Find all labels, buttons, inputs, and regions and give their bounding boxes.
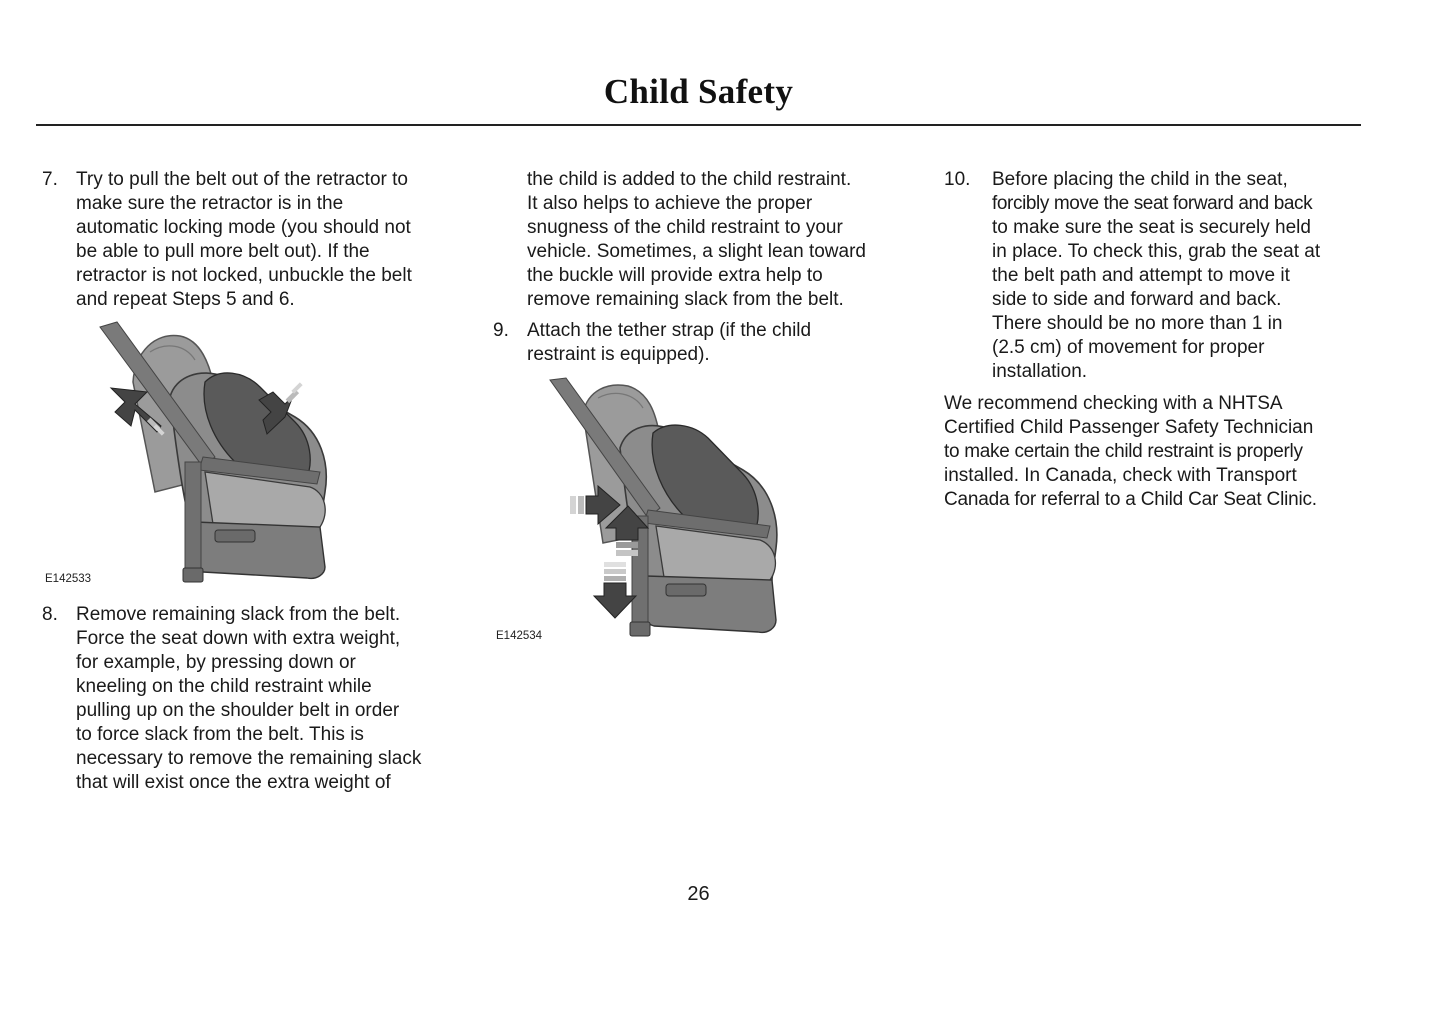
step-7 (42, 168, 462, 312)
step-9 (493, 319, 913, 367)
step-text: Remove remaining slack from the belt. Force the seat down with extra weight, for example, by pressing down or kneeling on the child restraint while pulling up on the shoulder belt in order to force slack from the belt. This is necessary to remove the remaining slack that will exist once the extra weight of (76, 604, 422, 793)
figure-code: E142534 (496, 630, 543, 642)
step-8-continued: the child is added to the child restraint. It also helps to achieve the proper snugness of the child restraint to your vehicle. Sometimes, a slight lean toward the buckle will provide extra help to remove remaining slack from the belt. (527, 169, 866, 310)
child-seat-illustration-2 (548, 378, 793, 643)
step-number: 9. (493, 320, 509, 341)
down-arrow-icon (594, 562, 636, 618)
page-title: Child Safety (603, 72, 794, 111)
figure-code: E142533 (45, 573, 92, 585)
step-10 (944, 168, 1374, 384)
step-number: 7. (42, 169, 58, 190)
recommendation-paragraph: We recommend checking with a NHTSA Certified Child Passenger Safety Technician to make certain the child restraint is properly installed. In Canada, check with Transport Canada for referral to a Child Car Seat Clinic. (944, 393, 1317, 510)
step-number: 10. (944, 169, 971, 190)
step-8 (42, 603, 462, 795)
step-text: Attach the tether strap (if the child restraint is equipped). (527, 320, 812, 365)
page-number: 26 (687, 883, 710, 905)
child-seat-illustration-1 (95, 322, 340, 587)
step-number: 8. (42, 604, 58, 625)
step-text: Before placing the child in the seat, forcibly move the seat forward and back to make sure the seat is securely held in place. To check this, grab the seat at the belt path and attempt to move it side to side and forward and back. There should be no more than 1 in (2.5 cm) of movement for proper installation. (992, 169, 1321, 382)
step-text: Try to pull the belt out of the retractor to make sure the retractor is in the automatic locking mode (you should not be able to pull more belt out). If the retractor is not locked, unbuckle the belt and repeat Steps 5 and 6. (76, 169, 412, 310)
header-rule (36, 124, 1361, 126)
